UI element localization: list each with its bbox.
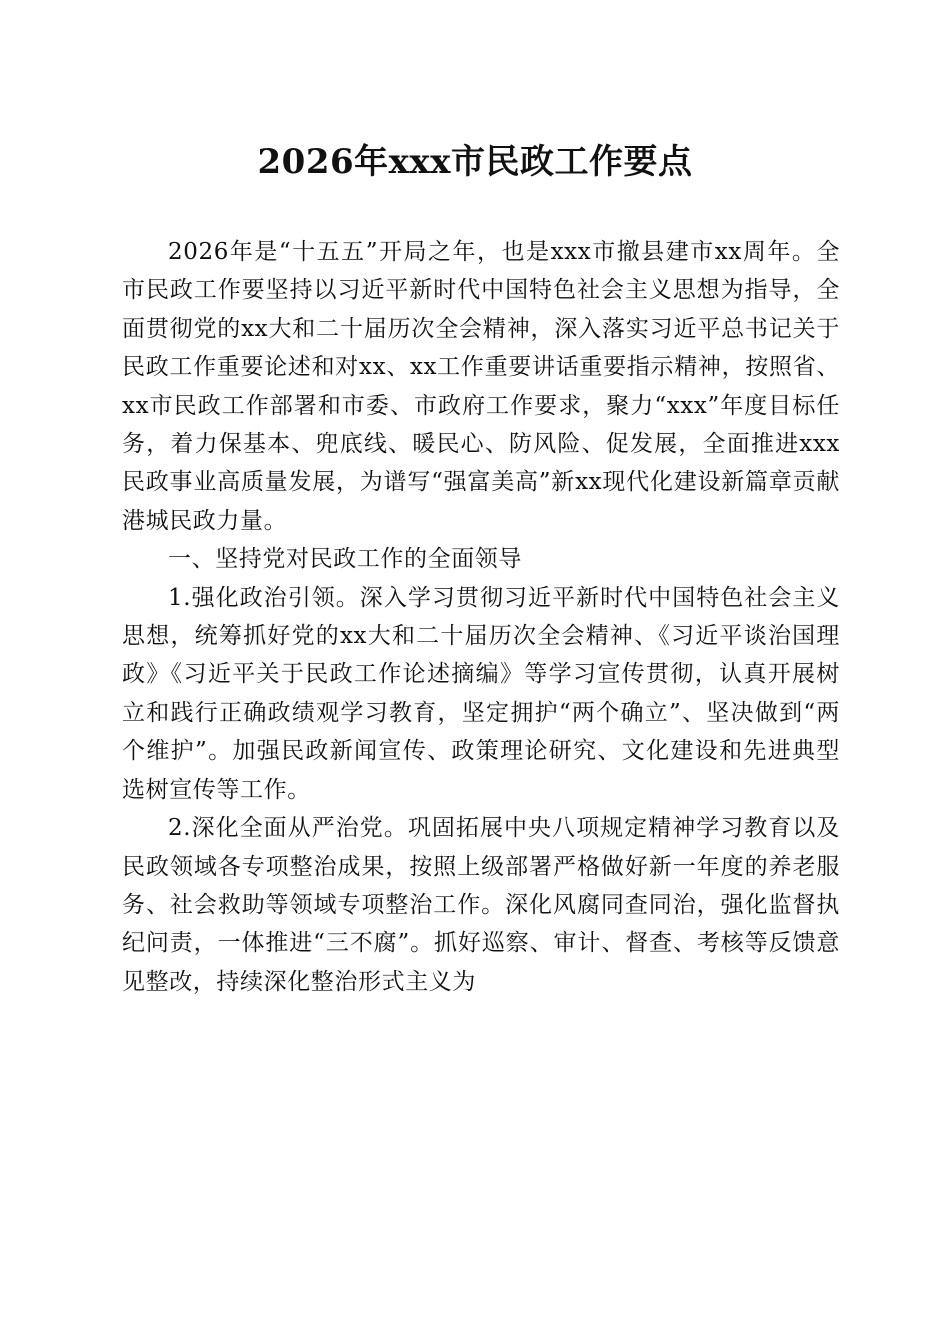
- item-paragraph-2: 2.深化全面从严治党。巩固拓展中央八项规定精神学习教育以及民政领域各专项整治成果，按照上级部署严格做好新一年度的养老服务、社会救助等领域专项整治工作。深化风腐同查同治，强化监督执纪问责，一体推进“三不腐”。抓好巡察、审计、督查、考核等反馈意见整改，持续深化整治形式主义为: [122, 815, 840, 995]
- item-paragraph-1: 1.强化政治引领。深入学习贯彻习近平新时代中国特色社会主义思想，统筹抓好党的xx大和二十届历次全会精神、《习近平谈治国理政》《习近平关于民政工作论述摘编》等学习宣传贯彻，认真开展树立和践行正确政绩观学习教育，坚定拥护“两个确立”、坚决做到“两个维护”。加强民政新闻宣传、政策理论研究、文化建设和先进典型选树宣传等工作。: [122, 584, 840, 803]
- intro-paragraph: 2026年是“十五五”开局之年，也是xxx市撤县建市xx周年。全市民政工作要坚持以习近平新时代中国特色社会主义思想为指导，全面贯彻党的xx大和二十届历次全会精神，深入落实习近平总书记关于民政工作重要论述和对xx、xx工作重要讲话重要指示精神，按照省、xx市民政工作部署和市委、市政府工作要求，聚力“xxx”年度目标任务，着力保基本、兜底线、暖民心、防风险、促发展，全面推进xxx民政事业高质量发展，为谱写“强富美高”新xx现代化建设新篇章贡献港城民政力量。: [122, 239, 840, 534]
- section-heading: 一、坚持党对民政工作的全面领导: [168, 546, 522, 573]
- document-title: 2026年xxx市民政工作要点: [257, 142, 693, 182]
- document-body: [122, 233, 840, 1001]
